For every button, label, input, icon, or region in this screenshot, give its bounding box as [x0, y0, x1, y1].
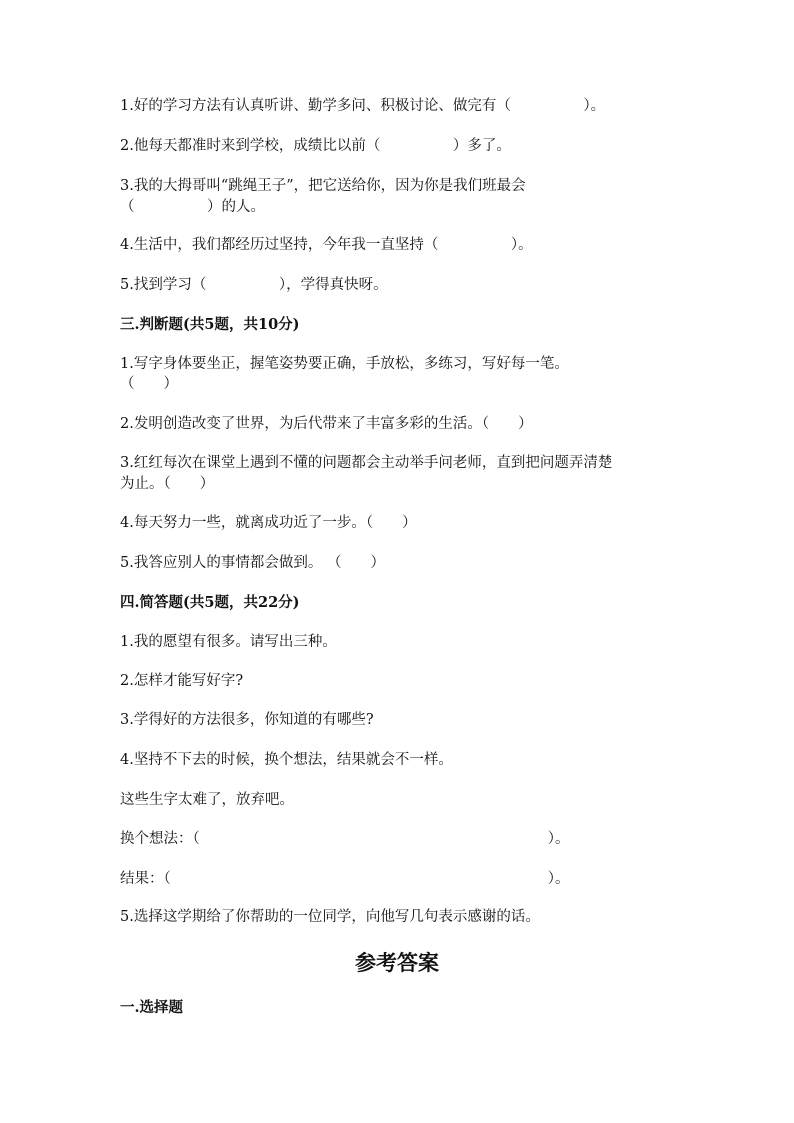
short-answer-question-4-sentence: 这些生字太难了，放弃吧。: [120, 792, 294, 808]
short-answer-question-2: 2.怎样才能写好字?: [120, 673, 244, 689]
short-answer-section-heading: 四.简答题(共5题，共22分): [120, 594, 300, 611]
short-answer-question-4-result-blank: 结果：（ ）。: [120, 871, 570, 887]
judge-question-1-line-2: （ ）: [120, 376, 178, 392]
judge-question-5: 5.我答应别人的事情都会做到。 （ ）: [120, 555, 385, 571]
short-answer-question-3: 3.学得好的方法很多，你知道的有哪些?: [120, 712, 374, 728]
fill-blank-question-2: 2.他每天都准时来到学校，成绩比以前（ ）多了。: [120, 138, 511, 154]
fill-blank-question-4: 4.生活中，我们都经历过坚持，今年我一直坚持（ ）。: [120, 237, 533, 253]
fill-blank-question-5: 5.找到学习（ ），学得真快呀。: [120, 277, 388, 293]
short-answer-question-4-change-blank: 换个想法：（ ）。: [120, 831, 570, 847]
short-answer-question-1: 1.我的愿望有很多。请写出三种。: [120, 634, 337, 650]
answer-key-title: 参考答案: [355, 950, 439, 975]
judge-question-3-line-2: 为止。（ ）: [120, 476, 215, 492]
short-answer-question-5: 5.选择这学期给了你帮助的一位同学，向他写几句表示感谢的话。: [120, 909, 540, 925]
judge-question-2: 2.发明创造改变了世界，为后代带来了丰富多彩的生活。（ ）: [120, 416, 533, 432]
judge-question-4: 4.每天努力一些，就离成功近了一步。（ ）: [120, 515, 417, 531]
fill-blank-question-3-line-1: 3.我的大拇哥叫“跳绳王子”，把它送给你，因为你是我们班最会: [120, 178, 526, 194]
fill-blank-question-3-line-2: （ ）的人。: [120, 199, 265, 215]
judge-question-1-line-1: 1.写字身体要坐正，握笔姿势要正确，手放松，多练习，写好每一笔。: [120, 356, 569, 372]
fill-blank-question-1: 1.好的学习方法有认真听讲、勤学多问、积极讨论、做完有（ ）。: [120, 98, 606, 114]
judge-question-3-line-1: 3.红红每次在课堂上遇到不懂的问题都会主动举手问老师，直到把问题弄清楚: [120, 455, 613, 471]
short-answer-question-4: 4.坚持不下去的时候，换个想法，结果就会不一样。: [120, 752, 453, 768]
judge-section-heading: 三.判断题(共5题，共10分): [120, 316, 300, 333]
answer-section-1-heading: 一.选择题: [120, 999, 184, 1016]
